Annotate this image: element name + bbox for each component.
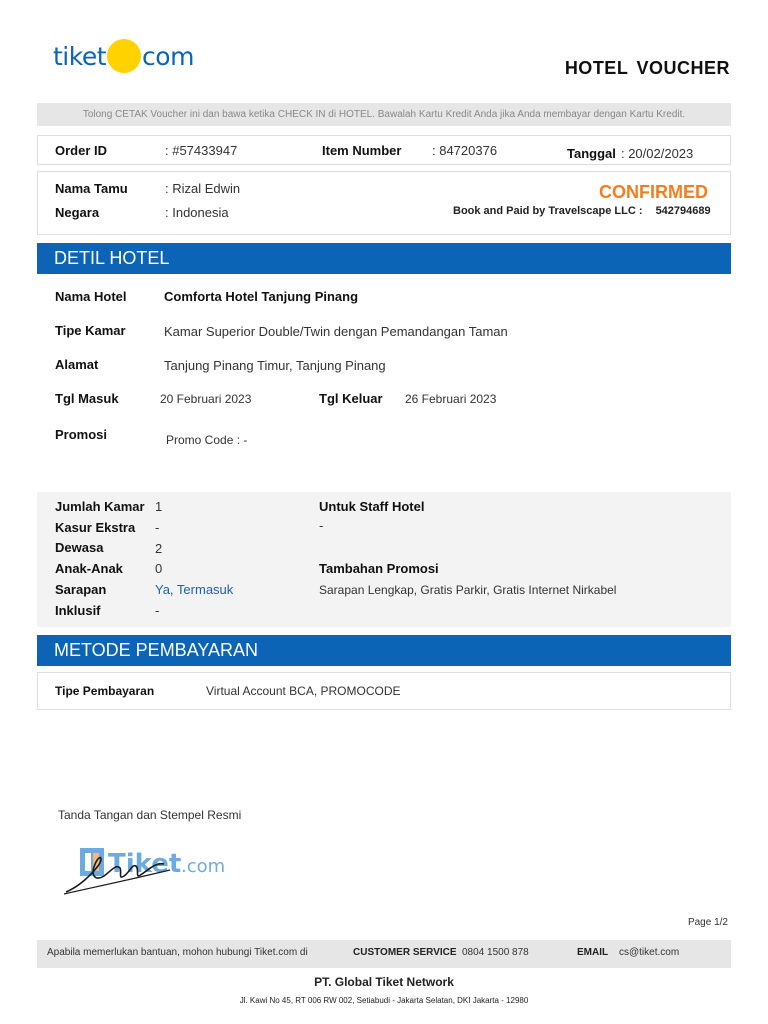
anak-anak-value: 0 (155, 561, 163, 576)
alamat-label: Alamat (55, 357, 99, 372)
order-id-label: Order ID (55, 143, 108, 158)
negara-value: : Indonesia (165, 205, 229, 220)
paid-by-line (453, 205, 711, 217)
dewasa-label: Dewasa (55, 540, 104, 555)
company-address: Jl. Kawi No 45, RT 006 RW 002, Setiabudi - Jakarta Selatan, DKI Jakarta - 12980 (239, 996, 529, 1005)
confirmed-status: CONFIRMED (599, 182, 708, 202)
promosi-label: Promosi (55, 427, 108, 442)
paid-by-value: 542794689 (655, 205, 711, 217)
tanggal-field (567, 143, 693, 162)
anak-anak-label: Anak-Anak (55, 561, 123, 576)
sarapan-label: Sarapan (55, 582, 107, 597)
logo-text-right: com (142, 41, 194, 71)
help-text: Apabila memerlukan bantuan, mohon hubungi Tiket.com di (47, 947, 308, 958)
email-value[interactable]: cs@tiket.com (619, 947, 680, 958)
sarapan-value: Ya, Termasuk (155, 582, 234, 597)
nama-hotel-value: Comforta Hotel Tanjung Pinang (164, 289, 359, 304)
order-id-value: : #57433947 (165, 143, 238, 158)
company-name: PT. Global Tiket Network (314, 975, 454, 989)
promo-code-value: Promo Code : - (166, 433, 248, 447)
tipe-kamar-label: Tipe Kamar (55, 323, 126, 338)
tgl-keluar-label: Tgl Keluar (319, 391, 383, 406)
customer-service-phone: 0804 1500 878 (462, 947, 529, 958)
stamp-text-a: Tiket (108, 849, 182, 879)
detil-hotel-header: DETIL HOTEL (37, 243, 731, 274)
kasur-ekstra-label: Kasur Ekstra (55, 520, 136, 535)
tgl-masuk-label: Tgl Masuk (55, 391, 119, 406)
guest-info-box (37, 171, 731, 235)
voucher-title: HOTEL VOUCHER (564, 58, 730, 78)
staff-hotel-value: - (319, 518, 324, 533)
tambahan-promosi-value: Sarapan Lengkap, Gratis Parkir, Gratis Internet Nirkabel (319, 583, 617, 597)
logo-sun-dot (107, 39, 141, 73)
signature-label: Tanda Tangan dan Stempel Resmi (58, 808, 242, 822)
nama-hotel-label: Nama Hotel (55, 289, 127, 304)
item-number-label: Item Number (322, 143, 402, 158)
negara-label: Negara (55, 205, 100, 220)
page-number: Page 1/2 (687, 917, 728, 928)
print-notice: Tolong CETAK Voucher ini dan bawa ketika CHECK IN di HOTEL. Bawalah Kartu Kredit Anda jika Anda membayar dengan Kartu Kredit. (37, 103, 731, 126)
jumlah-kamar-label: Jumlah Kamar (55, 499, 145, 514)
tgl-keluar-value: 26 Februari 2023 (405, 392, 497, 406)
alamat-value: Tanjung Pinang Timur, Tanjung Pinang (164, 358, 386, 373)
signature-stamp-image (60, 836, 240, 900)
stamp-text-b: .com (181, 856, 226, 877)
inklusif-label: Inklusif (55, 603, 101, 618)
dewasa-value: 2 (155, 541, 163, 556)
tipe-pembayaran-value: Virtual Account BCA, PROMOCODE (206, 684, 401, 698)
tipe-pembayaran-label: Tipe Pembayaran (55, 684, 155, 698)
tiket-logo (53, 36, 194, 76)
paid-by-label: Book and Paid by Travelscape LLC : (453, 205, 643, 217)
tanggal-label: Tanggal (567, 146, 616, 161)
metode-pembayaran-header: METODE PEMBAYARAN (37, 635, 731, 666)
jumlah-kamar-value: 1 (155, 499, 163, 514)
stamp-logo-icon (60, 836, 240, 900)
tipe-kamar-value: Kamar Superior Double/Twin dengan Pemandangan Taman (164, 324, 508, 339)
tambahan-promosi-label: Tambahan Promosi (319, 561, 439, 576)
email-label: EMAIL (577, 947, 609, 958)
staff-hotel-label: Untuk Staff Hotel (319, 499, 425, 514)
logo-text-left: tiket (53, 41, 107, 71)
nama-tamu-label: Nama Tamu (55, 181, 128, 196)
customer-service-label: CUSTOMER SERVICE (353, 947, 457, 958)
tanggal-value: : 20/02/2023 (620, 146, 694, 161)
inklusif-value: - (155, 603, 160, 618)
nama-tamu-value: : Rizal Edwin (165, 181, 241, 196)
tgl-masuk-value: 20 Februari 2023 (160, 392, 252, 406)
item-number-value: : 84720376 (432, 143, 498, 158)
kasur-ekstra-value: - (155, 520, 160, 535)
